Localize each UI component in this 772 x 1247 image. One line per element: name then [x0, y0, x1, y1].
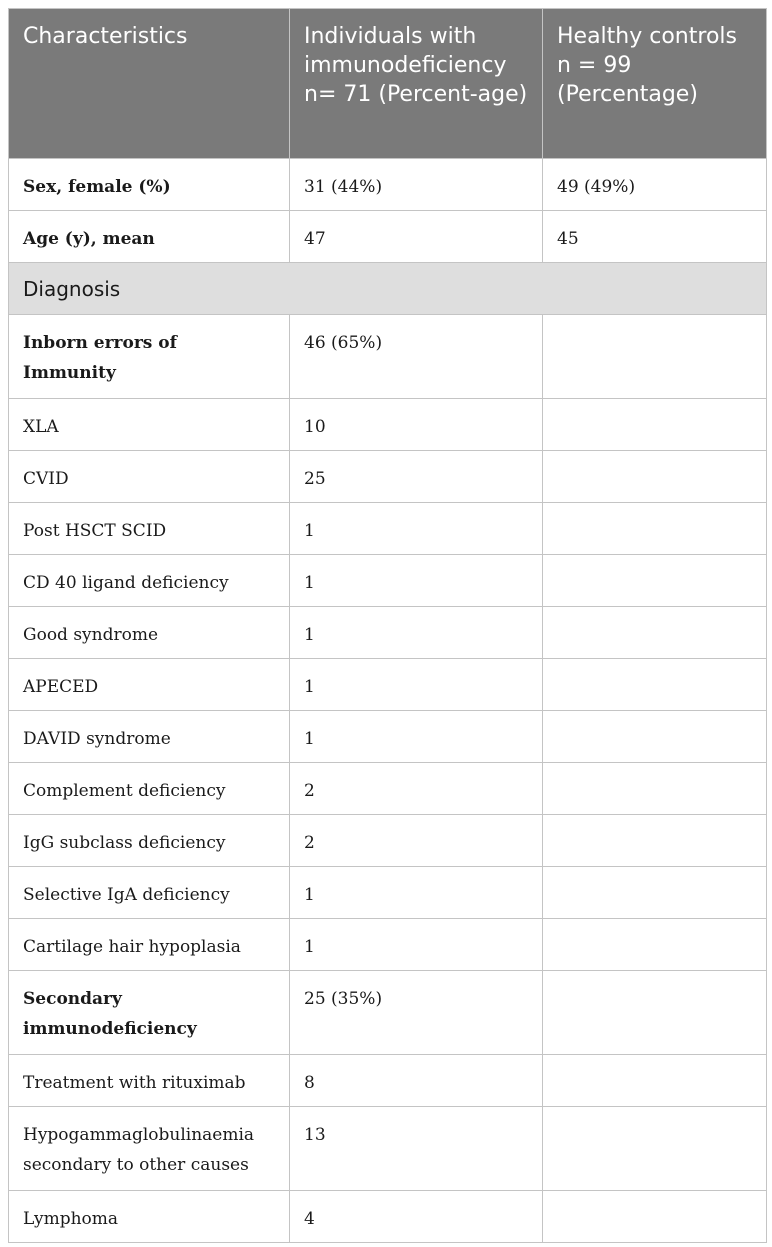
row-value-immunodeficiency: 1 — [290, 503, 543, 555]
row-value-immunodeficiency: 1 — [290, 711, 543, 763]
row-value-immunodeficiency: 1 — [290, 867, 543, 919]
row-value-healthy — [543, 1191, 767, 1243]
header-immunodeficiency: Individuals with immunodeficiency n= 71 (Percent-age) — [290, 9, 543, 159]
row-value-healthy — [543, 503, 767, 555]
row-label: Selective IgA deficiency — [9, 867, 290, 919]
table-row — [9, 971, 767, 1055]
row-value-immunodeficiency: 2 — [290, 815, 543, 867]
row-value-healthy — [543, 815, 767, 867]
row-value-healthy: 49 (49%) — [543, 159, 767, 211]
row-label: CVID — [9, 451, 290, 503]
table-row — [9, 867, 767, 919]
table-body — [9, 159, 767, 315]
row-value-healthy — [543, 971, 767, 1055]
characteristics-table — [8, 8, 767, 1243]
section-diagnosis: Diagnosis — [9, 263, 767, 315]
row-value-immunodeficiency: 31 (44%) — [290, 159, 543, 211]
table-row — [9, 815, 767, 867]
row-label: Complement deficiency — [9, 763, 290, 815]
row-value-immunodeficiency: 8 — [290, 1055, 543, 1107]
row-value-healthy — [543, 607, 767, 659]
table-row — [9, 607, 767, 659]
table-row — [9, 919, 767, 971]
row-value-immunodeficiency: 1 — [290, 919, 543, 971]
row-value-healthy — [543, 451, 767, 503]
diagnosis-body — [9, 315, 767, 1243]
row-value-immunodeficiency: 4 — [290, 1191, 543, 1243]
row-value-immunodeficiency: 47 — [290, 211, 543, 263]
section-row — [9, 263, 767, 315]
row-value-healthy — [543, 1107, 767, 1191]
row-label: Sex, female (%) — [9, 159, 290, 211]
table-row — [9, 211, 767, 263]
table-row — [9, 1107, 767, 1191]
row-value-immunodeficiency: 1 — [290, 659, 543, 711]
table-row — [9, 659, 767, 711]
row-value-immunodeficiency: 10 — [290, 399, 543, 451]
row-label: CD 40 ligand deficiency — [9, 555, 290, 607]
row-value-healthy — [543, 315, 767, 399]
table-row — [9, 711, 767, 763]
table-row — [9, 315, 767, 399]
table-row — [9, 1191, 767, 1243]
row-label: Secondary immunodeficiency — [9, 971, 290, 1055]
row-label: Good syndrome — [9, 607, 290, 659]
row-label: Cartilage hair hypoplasia — [9, 919, 290, 971]
row-value-immunodeficiency: 13 — [290, 1107, 543, 1191]
row-value-immunodeficiency: 46 (65%) — [290, 315, 543, 399]
row-value-healthy — [543, 1055, 767, 1107]
row-value-healthy — [543, 867, 767, 919]
row-value-healthy — [543, 711, 767, 763]
header-healthy-controls: Healthy controls n = 99 (Percentage) — [543, 9, 767, 159]
row-label: Hypogammaglobulinaemia secondary to other causes — [9, 1107, 290, 1191]
table-row — [9, 451, 767, 503]
row-label: IgG subclass deficiency — [9, 815, 290, 867]
table-row — [9, 503, 767, 555]
row-value-healthy: 45 — [543, 211, 767, 263]
row-value-healthy — [543, 659, 767, 711]
row-label: Age (y), mean — [9, 211, 290, 263]
row-value-healthy — [543, 555, 767, 607]
row-value-healthy — [543, 763, 767, 815]
header-characteristics: Characteristics — [9, 9, 290, 159]
row-value-healthy — [543, 399, 767, 451]
row-label: XLA — [9, 399, 290, 451]
row-label: Post HSCT SCID — [9, 503, 290, 555]
row-value-immunodeficiency: 2 — [290, 763, 543, 815]
row-label: Lymphoma — [9, 1191, 290, 1243]
row-value-immunodeficiency: 25 (35%) — [290, 971, 543, 1055]
row-label: Treatment with rituximab — [9, 1055, 290, 1107]
table-row — [9, 1055, 767, 1107]
row-label: DAVID syndrome — [9, 711, 290, 763]
row-value-immunodeficiency: 1 — [290, 555, 543, 607]
table-row — [9, 159, 767, 211]
table-header — [9, 9, 767, 159]
header-row — [9, 9, 767, 159]
table-row — [9, 399, 767, 451]
table-row — [9, 763, 767, 815]
row-label: APECED — [9, 659, 290, 711]
table-row — [9, 555, 767, 607]
row-value-immunodeficiency: 1 — [290, 607, 543, 659]
row-value-healthy — [543, 919, 767, 971]
row-value-immunodeficiency: 25 — [290, 451, 543, 503]
row-label: Inborn errors of Immunity — [9, 315, 290, 399]
